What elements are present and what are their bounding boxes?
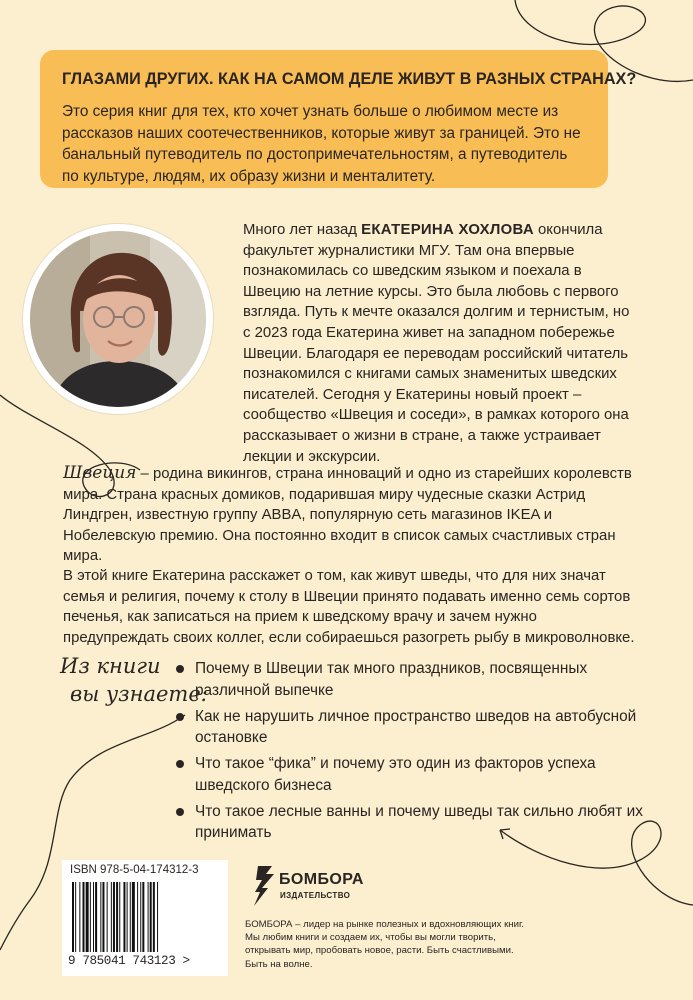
barcode-icon (70, 882, 220, 952)
country-description: Швеция – родина викингов, страна инноваций и одно из старейших королевств мира. Страна красных домиков, подарившая миру чудесные сказки Астрид Линдгрен, известную группу ABBA, популярную сеть магазинов IKEA и Нобелевскую премию. Она постоянно входит в список самых счастливых стран мира. (63, 463, 632, 565)
book-summary: В этой книге Екатерина расскажет о том, как живут шведы, что для них значат семья и религия, почему к столу в Швеции принято подавать именно семь сортов печенья, как записаться на прием к шведскому врачу и зачем нужно предупреждать своих коллег, если собираешься разогреть рыбу в микроволновке. (63, 568, 635, 646)
learn-label: Из книги вы узнаете: (60, 654, 208, 706)
series-banner (40, 50, 637, 188)
series-title: ГЛАЗАМИ ДРУГИХ. КАК НА САМОМ ДЕЛЕ ЖИВУТ В РАЗНЫХ СТРАНАХ? (62, 70, 637, 88)
publisher-description: БОМБОРА – лидер на рынке полезных и вдохновляющих книг. Мы любим книги и создаем их, чтобы вы могли творить, открывать мир, пробовать новое, расти. Быть счастливыми. Быть на волне. (245, 919, 524, 970)
barcode-digits: 9 785041 743123 > (68, 954, 190, 968)
isbn-number: ISBN 978-5-04-174312-3 (70, 864, 199, 876)
list-item: Что такое “фика” и почему это один из факторов успеха шведского бизнеса (176, 753, 646, 796)
list-item: Почему в Швеции так много праздников, посвященных различной выпечке (176, 658, 646, 701)
learn-list (176, 658, 646, 848)
list-item: Что такое лесные ванны и почему шведы так сильно любят их принимать (176, 801, 646, 844)
publisher-logo-subtitle: ИЗДАТЕЛЬСТВО (280, 891, 351, 900)
list-item: Как не нарушить личное пространство шведов на автобусной остановке (176, 706, 646, 749)
barcode-block (62, 860, 228, 976)
country-name: Швеция (63, 463, 137, 483)
author-portrait-icon (30, 231, 206, 407)
author-photo (30, 231, 206, 407)
author-bio: Много лет назад ЕКАТЕРИНА ХОХЛОВА окончила факультет журналистики МГУ. Там она впервые познакомилась со шведским языком и поехала в Швецию на летние курсы. Это была любовь с первого взгляда. Путь к мечте оказался долгим и тернистым, но с 2023 года Екатерина живет на западном побережье Швеции. Благодаря ее переводам российский читатель познакомился с книгами самых знаменитых шведских писателей. Сегодня у Екатерины новый проект – сообщество «Швеция и соседи», в рамках которого она рассказывает о жизни в стране, а также устраивает лекции и экскурсии. (243, 222, 630, 465)
author-name: ЕКАТЕРИНА ХОХЛОВА (361, 222, 534, 238)
series-description: Это серия книг для тех, кто хочет узнать больше о любимом месте из рассказов наших соотечественников, которые живут за границей. Это не банальный путеводитель по достопримечательностям, а путеводитель по культуре, людям, их образу жизни и менталитету. (62, 103, 581, 185)
publisher-logo-name: БОМБОРА (279, 871, 364, 888)
